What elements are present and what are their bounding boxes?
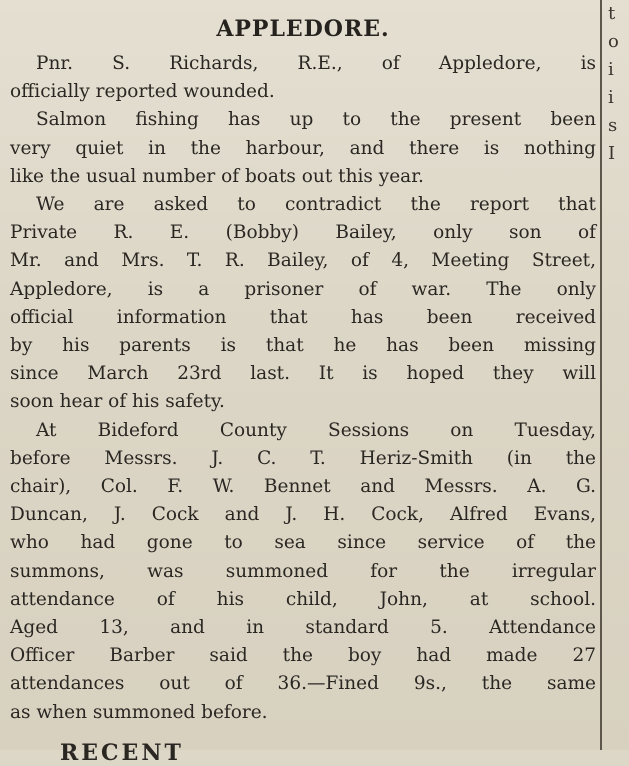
paragraph-line: very quiet in the harbour, and there is nothing bbox=[10, 137, 596, 159]
paragraph-line: summons, was summoned for the irregular bbox=[10, 560, 596, 582]
paragraph-1 bbox=[10, 50, 596, 106]
paragraph-line: Officer Barber said the boy had made 27 bbox=[10, 645, 596, 667]
paragraph-line: official information that has been received bbox=[10, 306, 596, 328]
article-heading: APPLEDORE. bbox=[216, 16, 390, 42]
paragraph-2 bbox=[10, 106, 596, 191]
paragraph-line: as when summoned before. bbox=[10, 701, 268, 723]
adjacent-column-fragments bbox=[608, 0, 629, 750]
paragraph-line: At Bideford County Sessions on Tuesday, bbox=[36, 419, 596, 441]
paragraph-line: Duncan, J. Cock and J. H. Cock, Alfred Evans, bbox=[10, 504, 596, 526]
paragraph-line: Private R. E. (Bobby) Bailey, only son of bbox=[10, 222, 596, 244]
paragraph-line: Aged 13, and in standard 5. Attendance bbox=[10, 617, 596, 639]
fragment-line: i bbox=[608, 87, 614, 108]
paragraph-4 bbox=[10, 417, 596, 727]
paragraph-line: who had gone to sea since service of the bbox=[10, 532, 596, 554]
paragraph-line: Pnr. S. Richards, R.E., of Appledore, is bbox=[36, 53, 596, 74]
paragraph-line: since March 23rd last. It is hoped they will bbox=[10, 363, 596, 385]
paragraph-line: We are asked to contradict the report that bbox=[36, 194, 596, 216]
paragraph-line: attendances out of 36.—Fined 9s., the same bbox=[10, 673, 596, 695]
paragraph-line: Appledore, is a prisoner of war. The only bbox=[10, 278, 596, 300]
article-appledore bbox=[10, 14, 596, 727]
paragraph-line: before Messrs. J. C. T. Heriz-Smith (in the bbox=[10, 447, 596, 469]
paragraph-line: like the usual number of boats out this year. bbox=[10, 165, 424, 187]
paragraph-line: officially reported wounded. bbox=[10, 81, 275, 103]
next-heading-text: RECENT bbox=[60, 740, 184, 766]
fragment-line: s bbox=[608, 115, 618, 136]
paragraph-line: attendance of his child, John, at school. bbox=[10, 588, 596, 610]
paragraph-line: Mr. and Mrs. T. R. Bailey, of 4, Meeting Street, bbox=[10, 250, 596, 272]
paragraph-line: Salmon fishing has up to the present been bbox=[36, 109, 596, 131]
paragraph-line: chair), Col. F. W. Bennet and Messrs. A. G. bbox=[10, 476, 596, 498]
column-divider bbox=[600, 0, 602, 750]
fragment-line: I bbox=[608, 143, 616, 164]
paragraph-line: by his parents is that he has been missing bbox=[10, 335, 596, 357]
paragraph-3 bbox=[10, 191, 596, 417]
fragment-line: o bbox=[608, 31, 619, 52]
next-heading-fragment bbox=[60, 738, 480, 766]
fragment-line: i bbox=[608, 59, 614, 80]
fragment-line: t bbox=[608, 3, 616, 24]
paragraph-line: soon hear of his safety. bbox=[10, 391, 225, 413]
